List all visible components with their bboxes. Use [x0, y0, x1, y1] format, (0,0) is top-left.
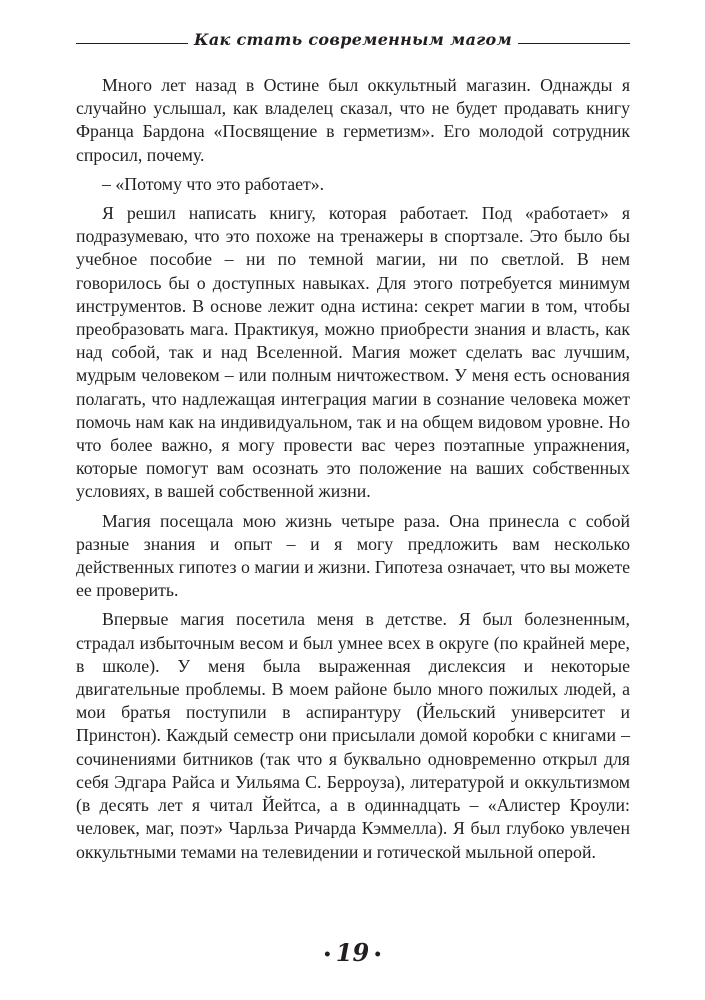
paragraph: Впервые магия посетила меня в детстве. Я был болезненным, страдал избыточным весом и был умнее всех в округе (по крайней мере, в школе). У меня была выраженная дислексия и некоторые двигательные проблемы. В моем районе было много пожилых людей, а мои братья поступили в аспирантуру (Йельский университет и Принстон). Каждый семестр они присылали домой коробки с книгами – сочинениями битников (так что я буквально одновременно открыл для себя Эдгара Райса и Уильяма С. Берроуза), литературой и оккультизмом (в десять лет я читал Йейтса, а в одиннадцать – «Алистер Кроули: человек, маг, поэт» Чарльза Ричарда Кэммелла). Я был глубоко увлечен оккультными темами на телевидении и готической мыльной оперой.	[76, 609, 630, 862]
running-header	[76, 28, 630, 58]
bullet-dot-left: •	[322, 946, 332, 963]
book-title: Как стать современным магом	[188, 30, 518, 49]
paragraph: Я решил написать книгу, которая работает. Под «работает» я подразумеваю, что это похоже на тренажеры в спортзале. Это было бы учебное пособие – ни по темной магии, ни по светлой. В нем говорилось бы о доступных навыках. Для этого потребуется минимум инструментов. В основе лежит одна истина: секрет магии в том, чтобы преобразовать мага. Практикуя, можно приобрести знания и власть, как над собой, так и над Вселенной. Магия может сделать вас лучшим, мудрым человеком – или полным ничтожеством. У меня есть основания полагать, что надлежащая интеграция магии в сознание человека может помочь нам как на индивидуальном, так и на общем видовом уровне. Но что более важно, я могу провести вас через поэтапные упражнения, которые помогут вам осознать это положение на ваших собственных условиях, в вашей собственной жизни.	[76, 203, 630, 502]
paragraph: Много лет назад в Остине был оккультный магазин. Однажды я случайно услышал, как владелец сказал, что не будет продавать книгу Франца Бардона «Посвящение в герметизм». Его молодой сотрудник спросил, почему.	[76, 75, 630, 165]
body-text	[76, 74, 630, 864]
bullet-dot-right: •	[373, 946, 383, 963]
page-number: 19	[335, 938, 370, 967]
paragraph: – «Потому что это работает».	[102, 173, 325, 194]
page-number-footer	[0, 938, 705, 970]
paragraph: Магия посещала мою жизнь четыре раза. Она принесла с собой разные знания и опыт – и я могу предложить вам несколько действенных гипотез о магии и жизни. Гипотеза означает, что вы можете ее проверить.	[76, 510, 630, 601]
